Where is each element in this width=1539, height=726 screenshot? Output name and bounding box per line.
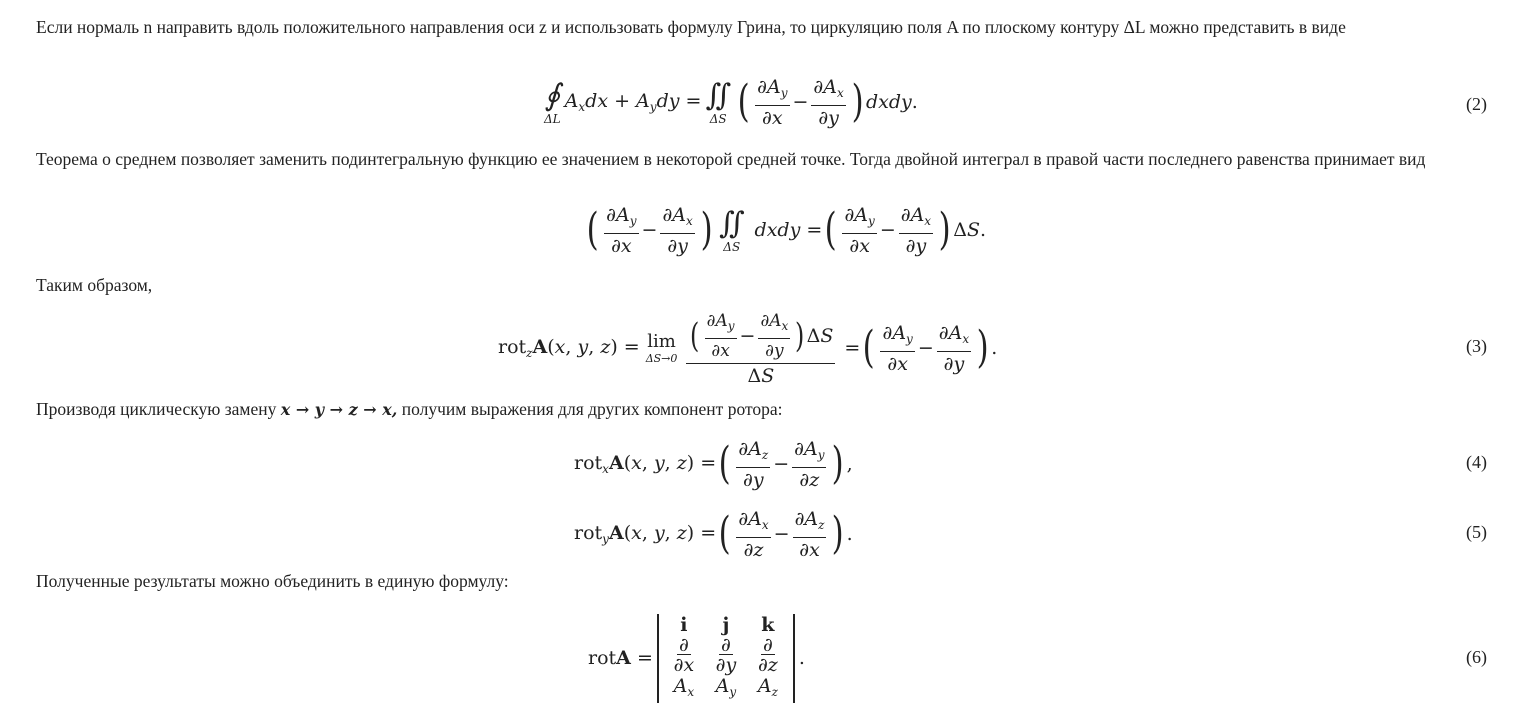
- paragraph-cyclic: [8, 398, 1518, 421]
- paragraph-text: получим выражения для других компонент ротора:: [397, 399, 783, 419]
- paragraph-thus: [8, 274, 1518, 296]
- equation-number-4: (4): [1466, 452, 1487, 472]
- equation-5: rot$_y$A(x, y, z) = ( $\frac{\partial A_x}{\partial z}$ − $\frac{\partial A_z}{\partial x}$ ) .: [574, 507, 853, 561]
- determinant-matrix: i j k $\frac{\partial}{\partial x}$ $\frac{\partial}{\partial y}$ $\frac{\partial}{\partial z}$ $A_x$ $A_y$ $A_z$: [657, 614, 795, 703]
- equation-number-6: (6): [1466, 647, 1487, 667]
- cyclic-substitution: x → y → z → x,: [280, 400, 398, 419]
- double-integral: ∬ ΔS: [718, 206, 745, 254]
- equation-6: rotA = i j k $\frac{\partial}{\partial x}$ $\frac{\partial}{\partial y}$ $\frac{\partial}{\partial z}$ $A_x$ $A_y$ $A_z$ .: [588, 606, 805, 710]
- paragraph-green-formula: [8, 16, 1518, 38]
- double-integral: ∬ ΔS: [705, 78, 731, 126]
- equation-2: ∮ ΔL $A_xdx + A_ydy$ = ∬ ΔS ( $\frac{\partial A_y}{\partial x}$ − $\frac{\partial A_x}{\partial y}$ ) dxdy.: [544, 75, 918, 129]
- equation-number-5: (5): [1466, 522, 1487, 542]
- equation-number-3: (3): [1466, 336, 1487, 356]
- equation-number-2: (2): [1466, 94, 1487, 114]
- paragraph-text: Полученные результаты можно объединить в единую формулу:: [36, 571, 509, 591]
- paragraph-combine: [8, 570, 1518, 592]
- paragraph-text: Если нормаль n направить вдоль положительного направления оси z и использовать формулу Грина, то циркуляцию поля A по плоскому контуру ΔL можно представить в виде: [36, 17, 1346, 37]
- paragraph-mean-value: [8, 148, 1518, 170]
- paragraph-text: Теорема о среднем позволяет заменить подинтегральную функцию ее значением в некоторой средней точке. Тогда двойной интеграл в правой части последнего равенства принимает вид: [36, 149, 1426, 169]
- limit: lim ΔS→0: [645, 331, 678, 365]
- equation-3: rot$_z$A(x, y, z) = lim ΔS→0 ( $\frac{\partial A_y}{\partial x}$ − $\frac{\partial A_x}{\partial y}$ ) ΔS ΔS = ( $\frac{\partial A_y}{\partial x}$ − $\frac{\partial A_x}{\partial y}$ ) .: [498, 310, 998, 387]
- paragraph-text: Таким образом,: [36, 275, 153, 295]
- equation-4: rot$_x$A(x, y, z) = ( $\frac{\partial A_z}{\partial y}$ − $\frac{\partial A_y}{\partial z}$ ) ,: [574, 437, 853, 491]
- paragraph-text: Производя циклическую замену: [36, 399, 281, 419]
- contour-integral: ∮ ΔL: [544, 78, 561, 126]
- equation-mean-value: ( $\frac{\partial A_y}{\partial x}$ − $\frac{\partial A_x}{\partial y}$ ) ∬ ΔS dxdy = ( $\frac{\partial A_y}{\partial x}$ − $\frac{\partial A_x}{\partial y}$ ) ΔS.: [586, 203, 987, 257]
